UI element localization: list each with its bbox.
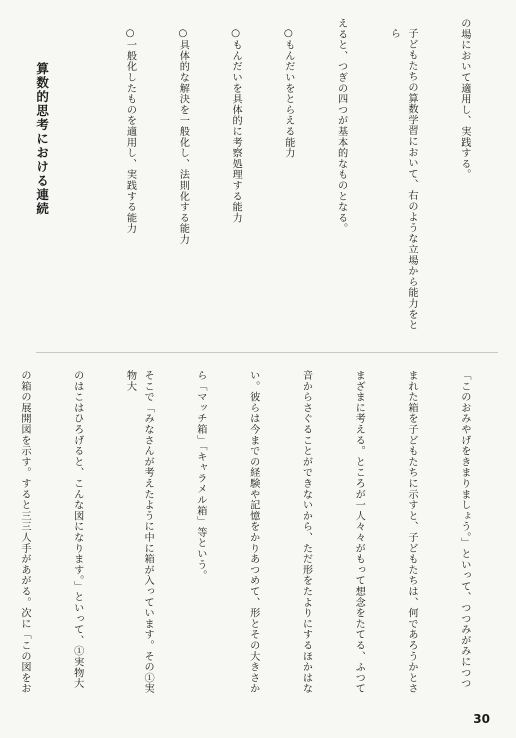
- text-line: の箱の展開図を示す。すると三三人手があがる。次に「この図をお: [18, 370, 30, 694]
- section-divider: [36, 352, 498, 353]
- list-item: ○もんだいを具体的に考察処理する能力: [230, 28, 242, 224]
- page-number: 30: [473, 712, 490, 726]
- text-line: のはこはひろげると、こんな図になります。」といって、①実物大: [71, 370, 83, 689]
- text-line: まざまに考える。ところが一人々々がもって想念をたてる、ふつて: [353, 370, 365, 694]
- text-line: まれた箱を子どもたちに示すと、子どもたちは、何であろうかとさ: [406, 370, 418, 694]
- text-line: の場において適用し、実践する。: [458, 18, 470, 180]
- lower-text-block: [18, 370, 508, 696]
- section-heading: 算数的思考における連続: [34, 61, 50, 216]
- text-line: 「このおみやげをきまりましょう。」といって、つつみがみにつつ: [458, 370, 470, 689]
- text-line: い。彼らは今までの経験や記憶をかりあつめて、形とその大きさか: [247, 370, 259, 694]
- text-line: そこで「みなさんが考えたように中に箱が入っています。その①実物大: [124, 370, 154, 694]
- list-item: ○一般化したものを適用し、実践する能力: [124, 28, 136, 235]
- text-line: えると、つぎの四つが基本的なものとなる。: [335, 18, 347, 234]
- upper-text-block: [34, 18, 508, 340]
- list-item: ○もんだいをとらえる能力: [282, 28, 294, 159]
- text-line: 音からさぐることができないから、ただ形をたよりにするほかはな: [300, 370, 312, 694]
- text-line: 子どもたちの算数学習において、右のような立場から能力をとら: [388, 28, 418, 331]
- list-item: ○具体的な解決を一般化し、法則化する能力: [177, 28, 189, 245]
- text-line: ら「マッチ箱」「キャラメル箱」等という。: [194, 370, 206, 581]
